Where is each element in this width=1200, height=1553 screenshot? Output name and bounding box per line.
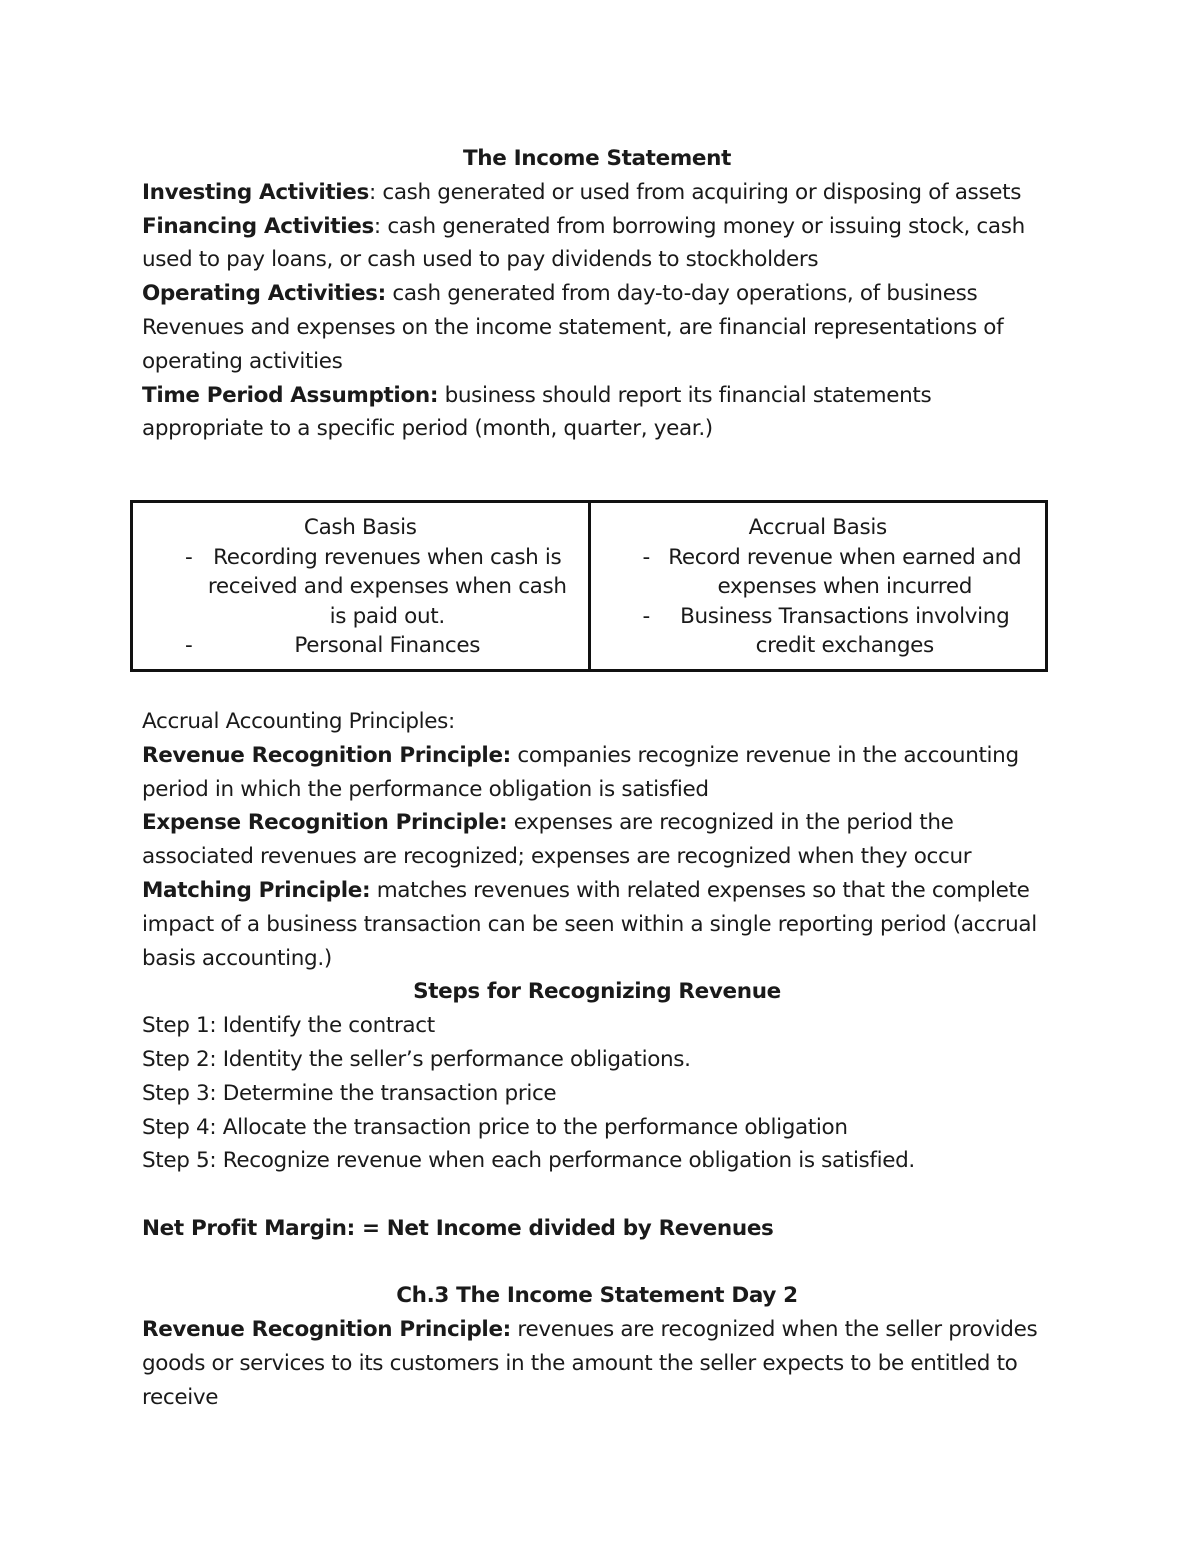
definition-operating bbox=[142, 277, 1052, 311]
principle-term: Expense Recognition Principle: bbox=[142, 810, 508, 836]
definition-text: business should report its financial statements appropriate to a specific period (month, quarter, year.) bbox=[142, 382, 932, 442]
definition-text: cash generated from borrowing money or issuing stock, cash used to pay loans, or cash used to pay dividends to stockholders bbox=[142, 213, 1025, 273]
step-item: Step 5: Recognize revenue when each performance obligation is satisfied. bbox=[142, 1148, 915, 1174]
definition-term: Financing Activities bbox=[142, 213, 374, 239]
cash-basis-cell bbox=[132, 501, 590, 670]
principle-text: revenues are recognized when the seller provides goods or services to its customers in the amount the seller expects to be entitled to receive bbox=[142, 1317, 1038, 1410]
accrual-principles-heading: Accrual Accounting Principles: bbox=[142, 708, 455, 734]
definition-term: Time Period Assumption: bbox=[142, 382, 439, 408]
definition-term: Investing Activities bbox=[142, 179, 369, 205]
principle-text: companies recognize revenue in the accounting period in which the performance obligation is satisfied bbox=[142, 742, 1019, 802]
accrual-basis-list bbox=[603, 543, 1034, 661]
principle-term: Matching Principle: bbox=[142, 877, 371, 903]
net-profit-margin: Net Profit Margin: = Net Income divided by Revenues bbox=[142, 1215, 774, 1241]
step-item: Step 3: Determine the transaction price bbox=[142, 1080, 557, 1106]
list-item: - Recording revenues when cash is received and expenses when cash is paid out. bbox=[145, 543, 576, 632]
principle-term: Revenue Recognition Principle: bbox=[142, 1317, 511, 1343]
principle-revenue-recognition bbox=[142, 739, 1052, 807]
day2-revenue-principle bbox=[142, 1313, 1052, 1414]
definition-text: cash generated or used from acquiring or disposing of assets bbox=[382, 179, 1022, 205]
accrual-basis-heading: Accrual Basis bbox=[748, 514, 887, 540]
principle-text: expenses are recognized in the period the associated revenues are recognized; expenses are recognized when they occur bbox=[142, 810, 972, 870]
definition-financing: Financing Activities: cash generated from borrowing money or issuing stock, cash used to pay loans, or cash used to pay dividends to stockholders bbox=[142, 213, 1025, 273]
principle-term: Revenue Recognition Principle: bbox=[142, 742, 511, 768]
revenues-note: Revenues and expenses on the income statement, are financial representations of operating activities bbox=[142, 314, 1004, 374]
step-item: Step 4: Allocate the transaction price to the performance obligation bbox=[142, 1114, 848, 1140]
day2-heading: Ch.3 The Income Statement Day 2 bbox=[396, 1283, 798, 1309]
definition-time-period bbox=[142, 379, 1052, 447]
definition-investing: Investing Activities: cash generated or used from acquiring or disposing of assets bbox=[142, 179, 1022, 205]
principle-text: matches revenues with related expenses so that the complete impact of a business transaction can be seen within a single reporting period (accrual basis accounting.) bbox=[142, 877, 1037, 971]
list-item: - Record revenue when earned and expenses when incurred bbox=[603, 543, 1034, 602]
page-title: The Income Statement bbox=[462, 146, 732, 171]
cash-basis-list bbox=[145, 543, 576, 661]
steps-heading: Steps for Recognizing Revenue bbox=[413, 979, 781, 1005]
definition-term: Operating Activities: bbox=[142, 281, 386, 307]
definition-text: cash generated from day-to-day operations, of business bbox=[392, 281, 978, 307]
document-page bbox=[142, 142, 1052, 1415]
list-item: - Personal Finances bbox=[145, 631, 576, 661]
basis-comparison-table bbox=[130, 500, 1048, 672]
list-item: - Business Transactions involving credit exchanges bbox=[603, 602, 1034, 661]
step-item: Step 2: Identity the seller’s performance obligations. bbox=[142, 1046, 691, 1072]
principle-expense-recognition bbox=[142, 806, 1052, 874]
cash-basis-heading: Cash Basis bbox=[303, 514, 417, 540]
principle-matching bbox=[142, 874, 1052, 975]
step-item: Step 1: Identify the contract bbox=[142, 1013, 435, 1039]
accrual-basis-cell bbox=[589, 501, 1047, 670]
